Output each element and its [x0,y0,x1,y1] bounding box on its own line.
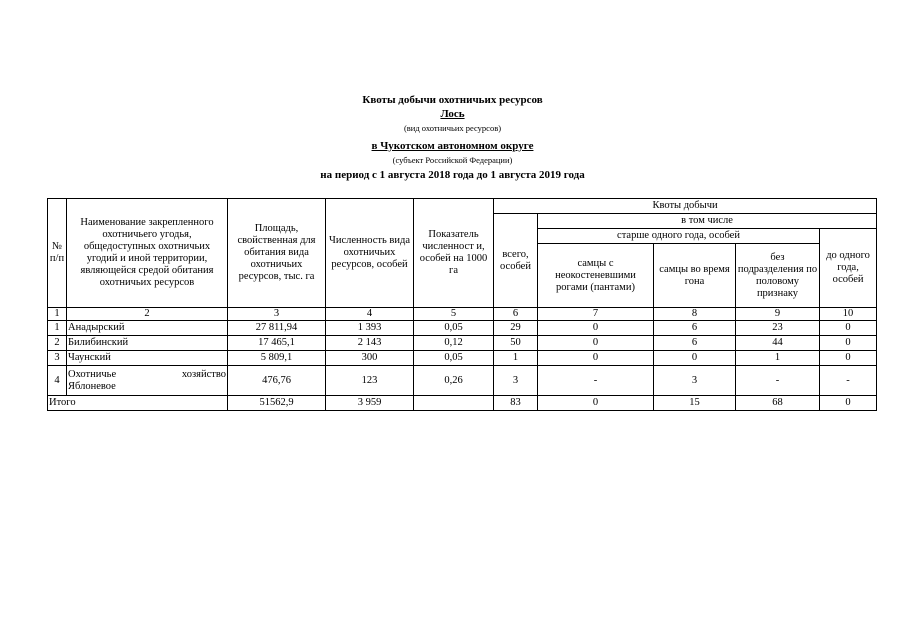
row-area: 17 465,1 [228,336,326,351]
col-number: 9 [736,308,820,321]
header-name: Наименование закрепленного охотничьего угодья, общедоступных охотничьих угодий и иной территории, являющейся средой обитания охотничьих ресурсов [67,199,228,308]
table-row [48,321,877,336]
header-males-antlers: самцы с неокостеневшими рогами (пантами) [538,244,654,308]
period-line: на период с 1 августа 2018 года до 1 августа 2019 года [320,169,585,181]
region-name [0,141,905,152]
total-area: 51562,9 [228,396,326,411]
row-name: Анадырский [67,321,228,336]
total-total: 83 [494,396,538,411]
row-density: 0,05 [414,321,494,336]
row-total: 29 [494,321,538,336]
row-num: 2 [48,336,67,351]
row-total: 3 [494,366,538,396]
row-name-line2: Яблоневое [68,380,116,392]
header-area: Площадь, свойственная для обитания вида охотничьих ресурсов, тыс. га [228,199,326,308]
row-density: 0,12 [414,336,494,351]
row-males-antlers: 0 [538,321,654,336]
header-num: № п/п [48,199,67,308]
row-num: 4 [48,366,67,396]
total-under-one: 0 [820,396,877,411]
row-males-antlers: - [538,366,654,396]
header-males-rut: самцы во время гона [654,244,736,308]
row-under-one: 0 [820,336,877,351]
row-name: Чаунский [67,351,228,366]
row-under-one: - [820,366,877,396]
header-including: в том числе [538,214,877,229]
row-males-rut: 6 [654,321,736,336]
col-number: 4 [326,308,414,321]
species-caption: (вид охотничьих ресурсов) [403,123,502,133]
total-population: 3 959 [326,396,414,411]
row-area: 476,76 [228,366,326,396]
row-under-one: 0 [820,321,877,336]
row-population: 2 143 [326,336,414,351]
col-number: 3 [228,308,326,321]
row-name [67,366,228,396]
row-num: 3 [48,351,67,366]
col-number: 6 [494,308,538,321]
region-caption: (субъект Российской Федерации) [392,155,513,165]
row-no-sex: 44 [736,336,820,351]
row-males-rut: 0 [654,351,736,366]
row-density: 0,26 [414,366,494,396]
row-area: 5 809,1 [228,351,326,366]
header-no-sex: без подразделения по половому признаку [736,244,820,308]
row-under-one: 0 [820,351,877,366]
col-number: 2 [67,308,228,321]
row-total: 50 [494,336,538,351]
document-title: Квоты добычи охотничьих ресурсов [362,94,543,106]
row-population: 1 393 [326,321,414,336]
row-area: 27 811,94 [228,321,326,336]
col-number: 8 [654,308,736,321]
total-density [414,396,494,411]
table-row [48,366,877,396]
table-row [48,351,877,366]
header-total: всего, особей [494,214,538,308]
col-number: 1 [48,308,67,321]
row-males-rut: 6 [654,336,736,351]
row-no-sex: 23 [736,321,820,336]
header-older: старше одного года, особей [538,229,820,244]
row-no-sex: 1 [736,351,820,366]
row-population: 123 [326,366,414,396]
species-name [0,109,905,120]
total-no-sex: 68 [736,396,820,411]
header-population: Численность вида охотничьих ресурсов, особей [326,199,414,308]
row-population: 300 [326,351,414,366]
header-density: Показатель численност и, особей на 1000 га [414,199,494,308]
row-males-antlers: 0 [538,336,654,351]
row-no-sex: - [736,366,820,396]
total-males-antlers: 0 [538,396,654,411]
row-density: 0,05 [414,351,494,366]
region-value: в Чукотском автономном округе [371,140,534,152]
table-row [48,336,877,351]
header-quotas: Квоты добычи [494,199,877,214]
total-row [48,396,877,411]
row-num: 1 [48,321,67,336]
column-numbers-row [48,308,877,321]
col-number: 10 [820,308,877,321]
row-name-line1: Охотничье хозяйство [68,368,226,380]
header-under-one: до одного года, особей [820,229,877,308]
row-total: 1 [494,351,538,366]
col-number: 7 [538,308,654,321]
quota-table [47,198,877,411]
row-males-antlers: 0 [538,351,654,366]
row-name: Билибинский [67,336,228,351]
total-label: Итого [48,396,228,411]
total-males-rut: 15 [654,396,736,411]
species-value: Лось [440,108,465,120]
row-males-rut: 3 [654,366,736,396]
col-number: 5 [414,308,494,321]
